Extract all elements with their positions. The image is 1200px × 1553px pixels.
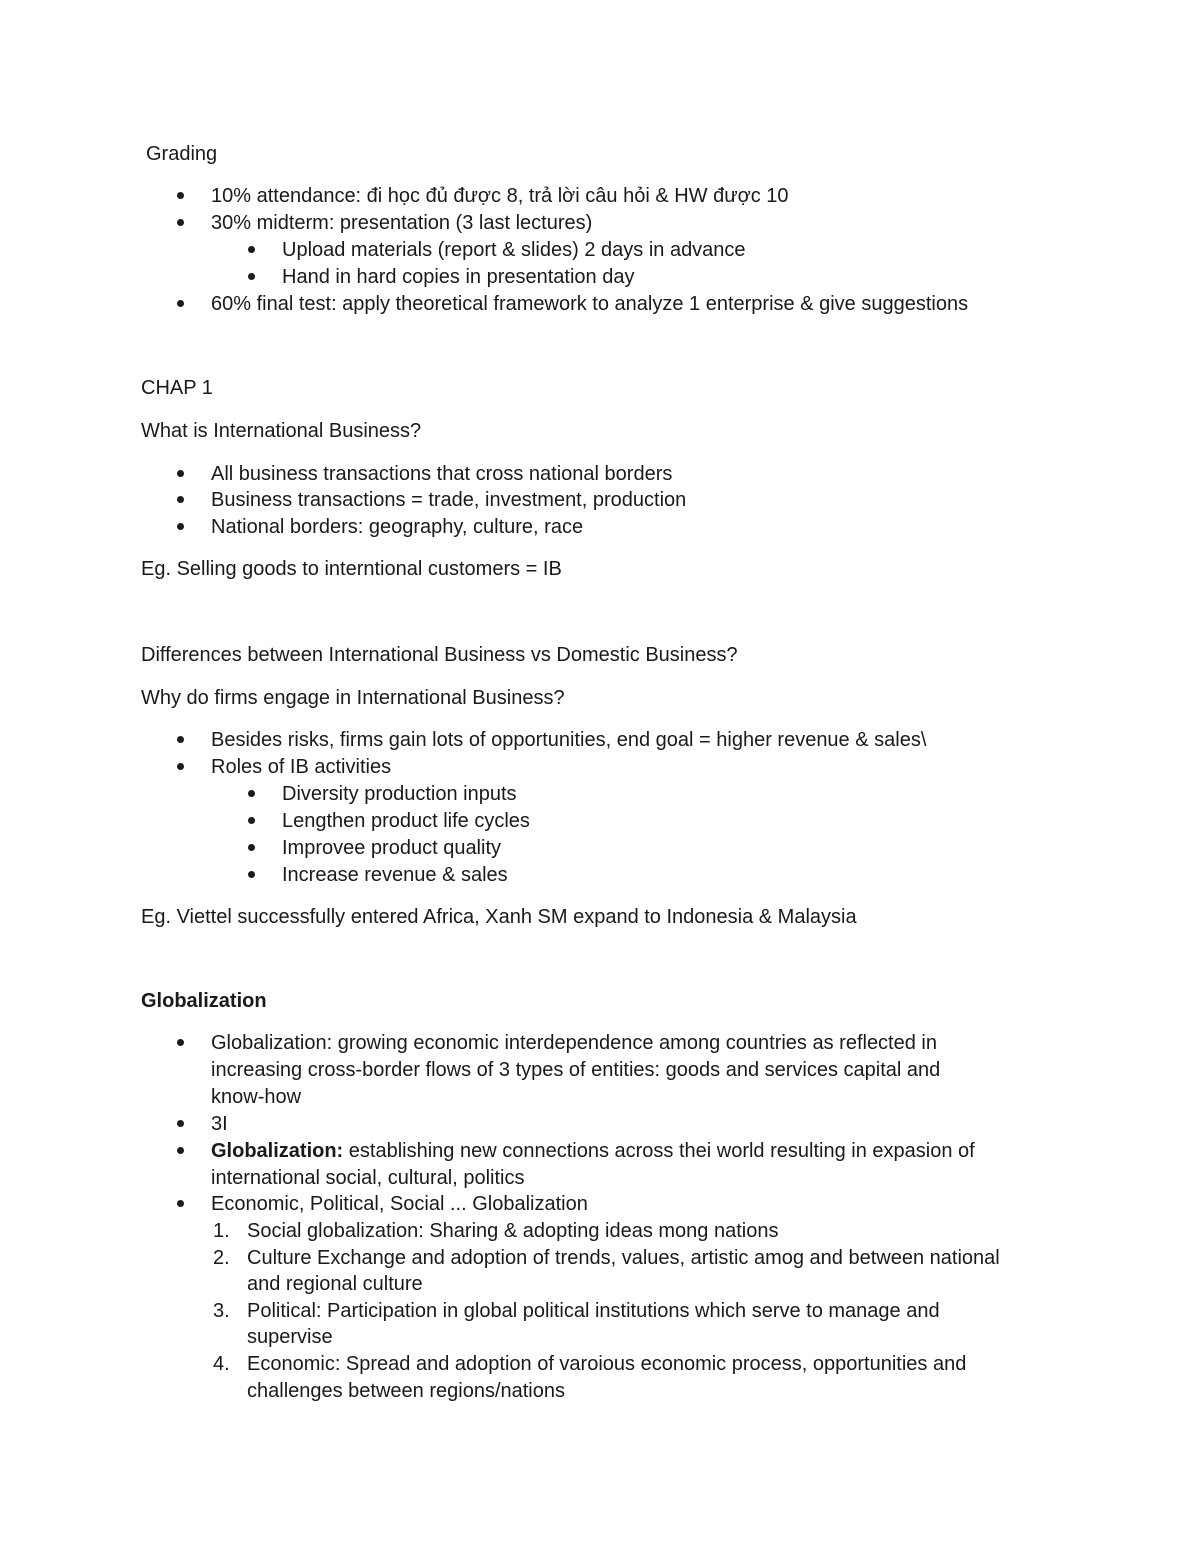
bullet-icon [248, 871, 255, 878]
bullet-icon [177, 192, 184, 199]
numbered-item-economic-line1: Economic: Spread and adoption of varoious economic process, opportunities and [247, 1353, 967, 1375]
globalization-heading: Globalization [141, 990, 267, 1012]
midterm-sub-hardcopies: Hand in hard copies in presentation day [282, 266, 635, 288]
why-item-risks: Besides risks, firms gain lots of opportunities, end goal = higher revenue & sales\ [211, 729, 927, 751]
bullet-icon [177, 1200, 184, 1207]
glob-item1-line1: Globalization: growing economic interdependence among countries as reflected in [211, 1032, 937, 1054]
numbered-item-political-line1: Political: Participation in global political institutions which serve to manage and [247, 1300, 940, 1322]
numbered-item-culture-line2: and regional culture [247, 1273, 423, 1295]
why-item-roles: Roles of IB activities [211, 756, 392, 778]
bullet-icon [177, 736, 184, 743]
ib-item-national-borders: National borders: geography, culture, race [211, 516, 584, 538]
bullet-icon [177, 1039, 184, 1046]
roles-sub-diversity: Diversity production inputs [282, 783, 517, 805]
question-why-engage: Why do firms engage in International Business? [141, 687, 565, 709]
bullet-icon [248, 246, 255, 253]
numbered-item-economic-line2: challenges between regions/nations [247, 1380, 565, 1402]
glob-item3-definition: establishing new connections across thei world resulting in expasion of [343, 1140, 975, 1162]
numbered-item-culture-line1: Culture Exchange and adoption of trends, values, artistic amog and between national [247, 1247, 1000, 1269]
ib-item-transactions: All business transactions that cross national borders [211, 463, 673, 485]
bullet-icon [177, 1147, 184, 1154]
bullet-icon [248, 273, 255, 280]
bullet-icon [177, 496, 184, 503]
roles-sub-revenue: Increase revenue & sales [282, 864, 508, 886]
bullet-icon [177, 470, 184, 477]
numbered-item-social: Social globalization: Sharing & adopting ideas mong nations [247, 1220, 779, 1242]
bullet-icon [248, 817, 255, 824]
glob-item1-line2: increasing cross-border flows of 3 types of entities: goods and services capital and [211, 1059, 941, 1081]
bullet-icon [177, 219, 184, 226]
bullet-icon [177, 300, 184, 307]
glob-item3-line1 [211, 1138, 975, 1164]
numbered-marker: 1. [213, 1220, 230, 1242]
grading-item-final: 60% final test: apply theoretical framework to analyze 1 enterprise & give suggestions [211, 293, 969, 315]
bullet-icon [177, 763, 184, 770]
roles-sub-quality: Improvee product quality [282, 837, 502, 859]
numbered-marker: 2. [213, 1247, 230, 1269]
question-what-is-ib: What is International Business? [141, 420, 422, 442]
bullet-icon [248, 790, 255, 797]
numbered-marker: 3. [213, 1300, 230, 1322]
example-viettel: Eg. Viettel successfully entered Africa, Xanh SM expand to Indonesia & Malaysia [141, 906, 857, 928]
glob-item-3i: 3I [211, 1113, 228, 1135]
grading-heading: Grading [146, 143, 218, 165]
chap1-heading: CHAP 1 [141, 377, 213, 399]
grading-item-midterm: 30% midterm: presentation (3 last lectures) [211, 212, 593, 234]
glob-item3-term: Globalization: [211, 1140, 344, 1162]
bullet-icon [248, 844, 255, 851]
grading-item-attendance: 10% attendance: đi học đủ được 8, trả lời câu hỏi & HW được 10 [211, 185, 789, 207]
midterm-sub-upload: Upload materials (report & slides) 2 days in advance [282, 239, 746, 261]
glob-item-types: Economic, Political, Social ... Globalization [211, 1193, 588, 1215]
glob-item1-line3: know-how [211, 1086, 302, 1108]
ib-item-business-transactions: Business transactions = trade, investment, production [211, 489, 687, 511]
question-differences: Differences between International Business vs Domestic Business? [141, 644, 738, 666]
roles-sub-lengthen: Lengthen product life cycles [282, 810, 530, 832]
bullet-icon [177, 1120, 184, 1127]
bullet-icon [177, 523, 184, 530]
glob-item3-line2: international social, cultural, politics [211, 1167, 525, 1189]
example-selling-goods: Eg. Selling goods to interntional customers = IB [141, 558, 562, 580]
numbered-item-political-line2: supervise [247, 1326, 333, 1348]
numbered-marker: 4. [213, 1353, 230, 1375]
